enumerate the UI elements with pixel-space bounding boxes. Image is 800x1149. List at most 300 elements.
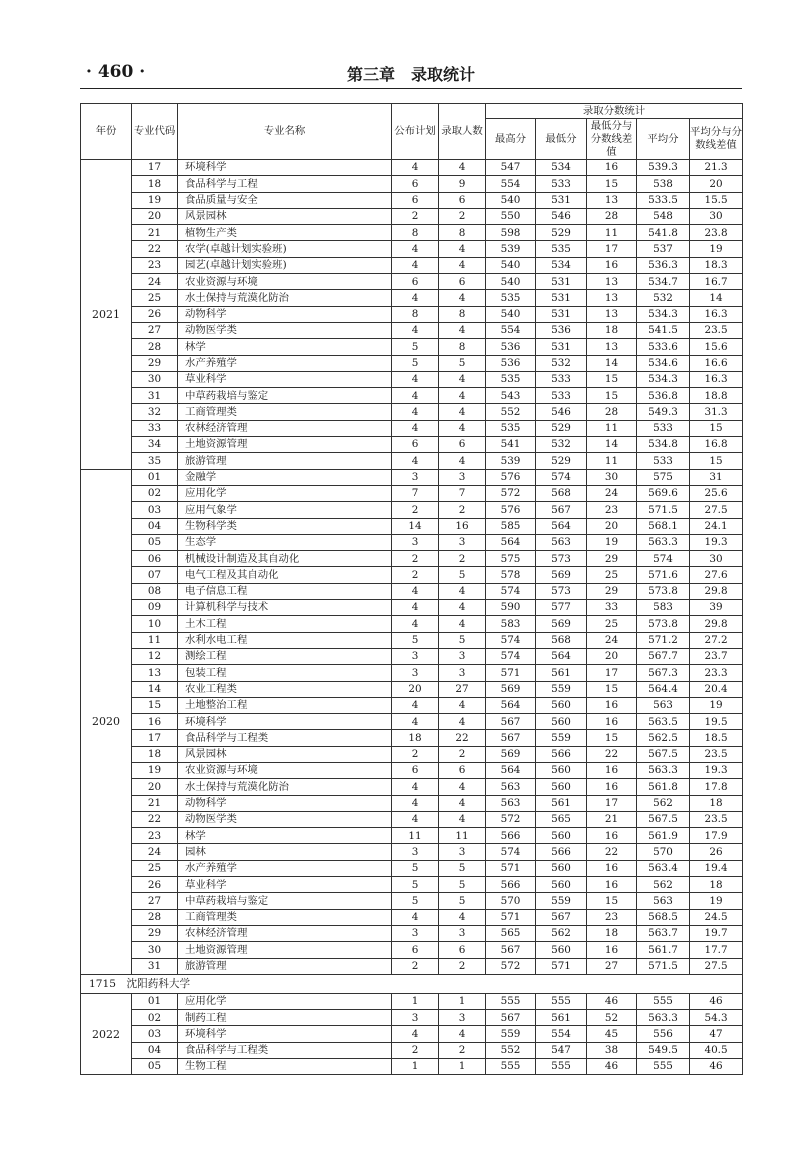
- admitted-cell: 4: [439, 160, 486, 176]
- avg-diff-cell: 29.8: [690, 583, 743, 599]
- admitted-cell: 5: [439, 567, 486, 583]
- min-score-cell: 531: [536, 192, 587, 208]
- major-name-cell: 电子信息工程: [178, 583, 392, 599]
- avg-diff-cell: 23.5: [690, 811, 743, 827]
- plan-cell: 4: [392, 616, 439, 632]
- code-cell: 23: [132, 257, 178, 273]
- min-score-cell: 562: [536, 925, 587, 941]
- code-cell: 25: [132, 860, 178, 876]
- admitted-cell: 3: [439, 1010, 486, 1026]
- col-avg-diff-header: 平均分与分数线差值: [690, 119, 743, 160]
- table-row: [81, 779, 743, 795]
- avg-diff-cell: 39: [690, 600, 743, 616]
- table-row: [81, 339, 743, 355]
- major-name-cell: 生物科学类: [178, 518, 392, 534]
- min-diff-cell: 24: [587, 485, 637, 501]
- max-score-cell: 536: [486, 339, 536, 355]
- admitted-cell: 4: [439, 371, 486, 387]
- table-row: [81, 534, 743, 550]
- min-score-cell: 546: [536, 208, 587, 224]
- plan-cell: 14: [392, 518, 439, 534]
- admitted-cell: 2: [439, 1042, 486, 1058]
- min-score-cell: 566: [536, 844, 587, 860]
- col-min-header: 最低分: [536, 119, 587, 160]
- min-score-cell: 560: [536, 779, 587, 795]
- table-row: [81, 551, 743, 567]
- avg-diff-cell: 17.8: [690, 779, 743, 795]
- plan-cell: 2: [392, 1042, 439, 1058]
- admission-table: [80, 103, 743, 1075]
- min-score-cell: 561: [536, 795, 587, 811]
- plan-cell: 5: [392, 355, 439, 371]
- avg-score-cell: 563.3: [637, 534, 690, 550]
- table-row: [81, 404, 743, 420]
- code-cell: 04: [132, 1042, 178, 1058]
- avg-diff-cell: 18: [690, 795, 743, 811]
- code-cell: 13: [132, 665, 178, 681]
- major-name-cell: 林学: [178, 828, 392, 844]
- code-cell: 26: [132, 877, 178, 893]
- table-row: [81, 993, 743, 1009]
- avg-score-cell: 573.8: [637, 616, 690, 632]
- avg-score-cell: 573.8: [637, 583, 690, 599]
- avg-diff-cell: 47: [690, 1026, 743, 1042]
- max-score-cell: 572: [486, 485, 536, 501]
- max-score-cell: 574: [486, 844, 536, 860]
- code-cell: 17: [132, 160, 178, 176]
- min-diff-cell: 25: [587, 616, 637, 632]
- code-cell: 18: [132, 176, 178, 192]
- min-diff-cell: 15: [587, 371, 637, 387]
- major-name-cell: 动物医学类: [178, 322, 392, 338]
- max-score-cell: 569: [486, 746, 536, 762]
- code-cell: 10: [132, 616, 178, 632]
- max-score-cell: 554: [486, 176, 536, 192]
- max-score-cell: 564: [486, 762, 536, 778]
- plan-cell: 4: [392, 811, 439, 827]
- major-name-cell: 园林: [178, 844, 392, 860]
- admitted-cell: 3: [439, 844, 486, 860]
- plan-cell: 6: [392, 274, 439, 290]
- plan-cell: 3: [392, 1010, 439, 1026]
- min-diff-cell: 16: [587, 779, 637, 795]
- avg-diff-cell: 19: [690, 893, 743, 909]
- code-cell: 06: [132, 551, 178, 567]
- plan-cell: 8: [392, 306, 439, 322]
- admitted-cell: 4: [439, 697, 486, 713]
- plan-cell: 6: [392, 176, 439, 192]
- major-name-cell: 环境科学: [178, 714, 392, 730]
- avg-diff-cell: 26: [690, 844, 743, 860]
- major-name-cell: 水土保持与荒漠化防治: [178, 779, 392, 795]
- avg-diff-cell: 19.4: [690, 860, 743, 876]
- min-diff-cell: 11: [587, 420, 637, 436]
- max-score-cell: 540: [486, 192, 536, 208]
- min-diff-cell: 15: [587, 730, 637, 746]
- major-name-cell: 中草药栽培与鉴定: [178, 893, 392, 909]
- table-row: [81, 616, 743, 632]
- plan-cell: 4: [392, 241, 439, 257]
- avg-score-cell: 567.7: [637, 648, 690, 664]
- min-score-cell: 532: [536, 437, 587, 453]
- plan-cell: 4: [392, 779, 439, 795]
- avg-score-cell: 536.8: [637, 388, 690, 404]
- table-row: [81, 877, 743, 893]
- code-cell: 29: [132, 925, 178, 941]
- plan-cell: 6: [392, 437, 439, 453]
- code-cell: 22: [132, 241, 178, 257]
- avg-diff-cell: 23.5: [690, 746, 743, 762]
- min-diff-cell: 18: [587, 322, 637, 338]
- min-score-cell: 568: [536, 485, 587, 501]
- avg-diff-cell: 29.8: [690, 616, 743, 632]
- plan-cell: 6: [392, 762, 439, 778]
- avg-score-cell: 538: [637, 176, 690, 192]
- avg-score-cell: 534.3: [637, 306, 690, 322]
- col-max-header: 最高分: [486, 119, 536, 160]
- major-name-cell: 农业工程类: [178, 681, 392, 697]
- plan-cell: 4: [392, 909, 439, 925]
- avg-diff-cell: 15.5: [690, 192, 743, 208]
- max-score-cell: 535: [486, 290, 536, 306]
- plan-cell: 2: [392, 551, 439, 567]
- avg-score-cell: 571.2: [637, 632, 690, 648]
- major-name-cell: 计算机科学与技术: [178, 600, 392, 616]
- table-row: [81, 567, 743, 583]
- year-cell: 2022: [81, 993, 132, 1074]
- min-score-cell: 532: [536, 355, 587, 371]
- major-name-cell: 风景园林: [178, 208, 392, 224]
- max-score-cell: 541: [486, 437, 536, 453]
- avg-score-cell: 563: [637, 893, 690, 909]
- code-cell: 01: [132, 993, 178, 1009]
- max-score-cell: 575: [486, 551, 536, 567]
- max-score-cell: 567: [486, 730, 536, 746]
- table-row: [81, 681, 743, 697]
- avg-score-cell: 568.1: [637, 518, 690, 534]
- admitted-cell: 2: [439, 958, 486, 974]
- min-score-cell: 534: [536, 257, 587, 273]
- major-name-cell: 园艺(卓越计划实验班): [178, 257, 392, 273]
- page-number: · 460 ·: [86, 62, 146, 82]
- max-score-cell: 585: [486, 518, 536, 534]
- major-name-cell: 生物工程: [178, 1059, 392, 1075]
- min-diff-cell: 16: [587, 877, 637, 893]
- min-diff-cell: 13: [587, 274, 637, 290]
- avg-diff-cell: 18.3: [690, 257, 743, 273]
- table-row: [81, 762, 743, 778]
- max-score-cell: 543: [486, 388, 536, 404]
- plan-cell: 5: [392, 877, 439, 893]
- min-diff-cell: 18: [587, 925, 637, 941]
- min-diff-cell: 16: [587, 860, 637, 876]
- major-name-cell: 草业科学: [178, 371, 392, 387]
- max-score-cell: 590: [486, 600, 536, 616]
- admitted-cell: 7: [439, 485, 486, 501]
- min-diff-cell: 14: [587, 437, 637, 453]
- plan-cell: 7: [392, 485, 439, 501]
- code-cell: 30: [132, 371, 178, 387]
- code-cell: 31: [132, 958, 178, 974]
- table-row: [81, 371, 743, 387]
- plan-cell: 4: [392, 160, 439, 176]
- plan-cell: 2: [392, 502, 439, 518]
- avg-diff-cell: 19: [690, 697, 743, 713]
- plan-cell: 4: [392, 257, 439, 273]
- avg-diff-cell: 23.8: [690, 225, 743, 241]
- min-score-cell: 569: [536, 616, 587, 632]
- code-cell: 19: [132, 192, 178, 208]
- major-name-cell: 中草药栽培与鉴定: [178, 388, 392, 404]
- plan-cell: 2: [392, 958, 439, 974]
- min-diff-cell: 17: [587, 795, 637, 811]
- admitted-cell: 3: [439, 469, 486, 485]
- max-score-cell: 539: [486, 241, 536, 257]
- avg-diff-cell: 19: [690, 241, 743, 257]
- min-diff-cell: 28: [587, 404, 637, 420]
- table-row: [81, 893, 743, 909]
- code-cell: 33: [132, 420, 178, 436]
- plan-cell: 11: [392, 828, 439, 844]
- major-name-cell: 动物科学: [178, 795, 392, 811]
- major-name-cell: 食品科学与工程类: [178, 730, 392, 746]
- major-name-cell: 水产养殖学: [178, 860, 392, 876]
- avg-score-cell: 541.8: [637, 225, 690, 241]
- min-score-cell: 560: [536, 762, 587, 778]
- min-score-cell: 560: [536, 877, 587, 893]
- avg-diff-cell: 17.9: [690, 828, 743, 844]
- admitted-cell: 1: [439, 993, 486, 1009]
- max-score-cell: 570: [486, 893, 536, 909]
- admitted-cell: 5: [439, 632, 486, 648]
- admitted-cell: 4: [439, 600, 486, 616]
- avg-score-cell: 571.6: [637, 567, 690, 583]
- min-diff-cell: 16: [587, 828, 637, 844]
- min-diff-cell: 15: [587, 681, 637, 697]
- major-name-cell: 包装工程: [178, 665, 392, 681]
- major-name-cell: 机械设计制造及其自动化: [178, 551, 392, 567]
- table-row: [81, 1059, 743, 1075]
- major-name-cell: 农林经济管理: [178, 420, 392, 436]
- plan-cell: 3: [392, 534, 439, 550]
- table-row: [81, 485, 743, 501]
- min-diff-cell: 17: [587, 665, 637, 681]
- min-score-cell: 564: [536, 518, 587, 534]
- min-diff-cell: 13: [587, 192, 637, 208]
- code-cell: 21: [132, 795, 178, 811]
- code-cell: 17: [132, 730, 178, 746]
- table-row: [81, 208, 743, 224]
- min-diff-cell: 23: [587, 909, 637, 925]
- min-score-cell: 559: [536, 893, 587, 909]
- min-diff-cell: 13: [587, 290, 637, 306]
- plan-cell: 2: [392, 567, 439, 583]
- admitted-cell: 5: [439, 355, 486, 371]
- major-name-cell: 农学(卓越计划实验班): [178, 241, 392, 257]
- min-score-cell: 529: [536, 453, 587, 469]
- min-score-cell: 560: [536, 942, 587, 958]
- plan-cell: 3: [392, 665, 439, 681]
- code-cell: 05: [132, 1059, 178, 1075]
- avg-score-cell: 533.6: [637, 339, 690, 355]
- max-score-cell: 555: [486, 993, 536, 1009]
- code-cell: 07: [132, 567, 178, 583]
- avg-score-cell: 583: [637, 600, 690, 616]
- table-row: [81, 437, 743, 453]
- max-score-cell: 574: [486, 648, 536, 664]
- avg-score-cell: 567.5: [637, 811, 690, 827]
- plan-cell: 6: [392, 942, 439, 958]
- major-name-cell: 食品科学与工程类: [178, 1042, 392, 1058]
- min-score-cell: 533: [536, 388, 587, 404]
- admitted-cell: 3: [439, 665, 486, 681]
- min-score-cell: 531: [536, 290, 587, 306]
- min-score-cell: 564: [536, 648, 587, 664]
- table-row: [81, 225, 743, 241]
- table-row: [81, 648, 743, 664]
- table-row: [81, 844, 743, 860]
- code-cell: 22: [132, 811, 178, 827]
- admitted-cell: 2: [439, 502, 486, 518]
- admitted-cell: 8: [439, 225, 486, 241]
- min-diff-cell: 33: [587, 600, 637, 616]
- max-score-cell: 566: [486, 877, 536, 893]
- admitted-cell: 4: [439, 404, 486, 420]
- table-row: [81, 632, 743, 648]
- code-cell: 12: [132, 648, 178, 664]
- min-score-cell: 561: [536, 1010, 587, 1026]
- min-diff-cell: 16: [587, 257, 637, 273]
- min-score-cell: 574: [536, 469, 587, 485]
- admitted-cell: 4: [439, 322, 486, 338]
- avg-diff-cell: 15: [690, 453, 743, 469]
- table-row: [81, 909, 743, 925]
- min-diff-cell: 14: [587, 355, 637, 371]
- major-name-cell: 水土保持与荒漠化防治: [178, 290, 392, 306]
- min-diff-cell: 23: [587, 502, 637, 518]
- avg-score-cell: 548: [637, 208, 690, 224]
- code-cell: 24: [132, 844, 178, 860]
- max-score-cell: 555: [486, 1059, 536, 1075]
- min-score-cell: 568: [536, 632, 587, 648]
- min-score-cell: 567: [536, 502, 587, 518]
- avg-diff-cell: 21.3: [690, 160, 743, 176]
- plan-cell: 4: [392, 1026, 439, 1042]
- min-score-cell: 533: [536, 176, 587, 192]
- min-diff-cell: 38: [587, 1042, 637, 1058]
- min-diff-cell: 46: [587, 993, 637, 1009]
- code-cell: 23: [132, 828, 178, 844]
- avg-diff-cell: 20.4: [690, 681, 743, 697]
- code-cell: 28: [132, 339, 178, 355]
- min-diff-cell: 15: [587, 893, 637, 909]
- major-name-cell: 土地资源管理: [178, 942, 392, 958]
- admitted-cell: 6: [439, 942, 486, 958]
- table-row: [81, 306, 743, 322]
- admitted-cell: 4: [439, 1026, 486, 1042]
- avg-diff-cell: 31.3: [690, 404, 743, 420]
- table-row: [81, 958, 743, 974]
- avg-score-cell: 568.5: [637, 909, 690, 925]
- avg-diff-cell: 18: [690, 877, 743, 893]
- code-cell: 29: [132, 355, 178, 371]
- major-name-cell: 测绘工程: [178, 648, 392, 664]
- plan-cell: 20: [392, 681, 439, 697]
- min-diff-cell: 29: [587, 583, 637, 599]
- admitted-cell: 6: [439, 437, 486, 453]
- avg-score-cell: 562: [637, 795, 690, 811]
- max-score-cell: 567: [486, 1010, 536, 1026]
- admitted-cell: 1: [439, 1059, 486, 1075]
- min-diff-cell: 16: [587, 762, 637, 778]
- admitted-cell: 4: [439, 257, 486, 273]
- avg-diff-cell: 16.3: [690, 306, 743, 322]
- table-row: [81, 714, 743, 730]
- table-row: [81, 730, 743, 746]
- table-row: [81, 600, 743, 616]
- avg-diff-cell: 19.5: [690, 714, 743, 730]
- min-score-cell: 531: [536, 306, 587, 322]
- avg-diff-cell: 27.5: [690, 502, 743, 518]
- code-cell: 18: [132, 746, 178, 762]
- avg-diff-cell: 30: [690, 551, 743, 567]
- avg-score-cell: 561.9: [637, 828, 690, 844]
- code-cell: 34: [132, 437, 178, 453]
- max-score-cell: 535: [486, 371, 536, 387]
- avg-score-cell: 563.3: [637, 762, 690, 778]
- min-diff-cell: 27: [587, 958, 637, 974]
- min-score-cell: 531: [536, 339, 587, 355]
- min-score-cell: 554: [536, 1026, 587, 1042]
- min-diff-cell: 13: [587, 339, 637, 355]
- col-min-diff-header: 最低分与分数线差值: [587, 119, 637, 160]
- major-name-cell: 金融学: [178, 469, 392, 485]
- major-name-cell: 环境科学: [178, 1026, 392, 1042]
- plan-cell: 5: [392, 860, 439, 876]
- code-cell: 20: [132, 208, 178, 224]
- admitted-cell: 22: [439, 730, 486, 746]
- min-diff-cell: 15: [587, 176, 637, 192]
- avg-score-cell: 569.6: [637, 485, 690, 501]
- avg-score-cell: 533: [637, 453, 690, 469]
- table-row: [81, 518, 743, 534]
- plan-cell: 4: [392, 388, 439, 404]
- avg-diff-cell: 27.2: [690, 632, 743, 648]
- admitted-cell: 8: [439, 306, 486, 322]
- min-diff-cell: 16: [587, 714, 637, 730]
- code-cell: 14: [132, 681, 178, 697]
- avg-diff-cell: 17.7: [690, 942, 743, 958]
- code-cell: 27: [132, 322, 178, 338]
- avg-diff-cell: 46: [690, 1059, 743, 1075]
- avg-score-cell: 555: [637, 993, 690, 1009]
- min-diff-cell: 30: [587, 469, 637, 485]
- min-diff-cell: 20: [587, 648, 637, 664]
- col-avg-header: 平均分: [637, 119, 690, 160]
- admitted-cell: 5: [439, 893, 486, 909]
- avg-diff-cell: 20: [690, 176, 743, 192]
- min-diff-cell: 11: [587, 225, 637, 241]
- plan-cell: 4: [392, 371, 439, 387]
- code-cell: 24: [132, 274, 178, 290]
- table-row: [81, 241, 743, 257]
- plan-cell: 3: [392, 925, 439, 941]
- code-cell: 28: [132, 909, 178, 925]
- school-heading: 1715 沈阳药科大学: [81, 974, 743, 993]
- avg-score-cell: 564.4: [637, 681, 690, 697]
- admitted-cell: 4: [439, 241, 486, 257]
- table-row: [81, 665, 743, 681]
